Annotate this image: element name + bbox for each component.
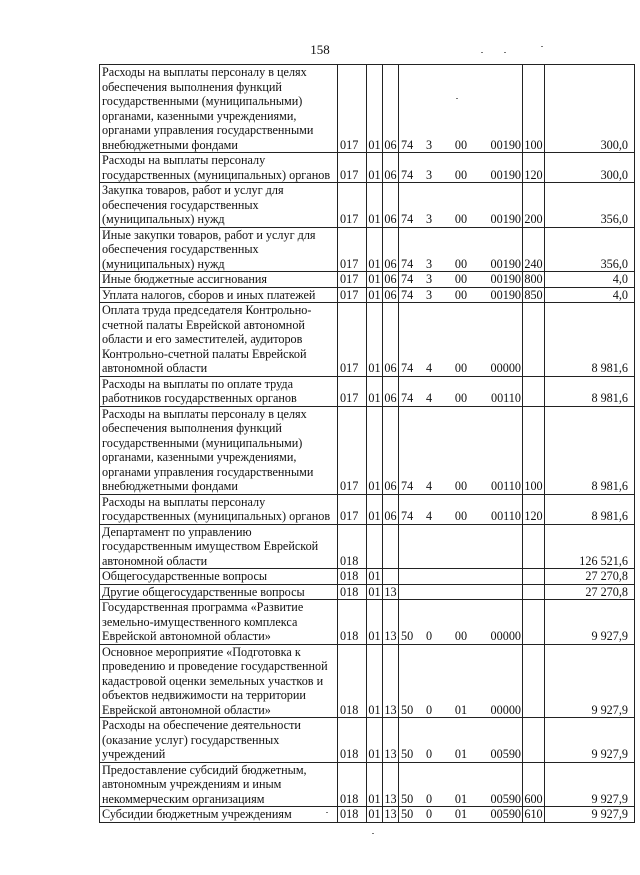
row-rz-code: 01 <box>367 406 383 494</box>
cs-part-cs1: 74 <box>401 479 414 493</box>
cs-part-cs3: 01 <box>454 807 468 821</box>
cs-part-cs2: 3 <box>425 212 433 226</box>
row-rz-code: 01 <box>367 183 383 228</box>
row-cs-code <box>399 65 523 153</box>
row-cs-code <box>399 807 523 823</box>
row-cs-code <box>399 718 523 763</box>
cs-part-cs1: 50 <box>401 702 414 717</box>
row-vr-code <box>523 644 545 718</box>
cs-part-cs4: 00000 <box>490 361 521 375</box>
row-vr-code <box>523 600 545 645</box>
table-row <box>100 600 635 645</box>
row-cs-code <box>399 153 523 183</box>
row-pr-code: 13 <box>383 718 399 763</box>
cs-part-cs4: 00190 <box>490 272 521 286</box>
row-vr-code: 800 <box>524 272 543 286</box>
row-pr-code: 06 <box>383 65 399 153</box>
cs-part-cs2: 0 <box>425 702 433 717</box>
row-pr-code: 13 <box>383 762 399 807</box>
row-vr-code: 120 <box>523 494 545 524</box>
row-vr-code: 120 <box>523 153 545 183</box>
cs-part-cs3: 00 <box>454 509 468 523</box>
row-pr-code: 06 <box>384 287 397 302</box>
cs-part-cs2: 3 <box>425 287 433 302</box>
row-vr-code: 100 <box>523 65 545 153</box>
row-sum: 8 981,6 <box>545 303 635 377</box>
cs-part-cs3: 00 <box>454 287 468 302</box>
cs-part-cs1: 74 <box>401 212 414 226</box>
row-pr-code <box>383 524 399 569</box>
cs-part-cs4: 00590 <box>490 747 521 761</box>
row-pr-code: 13 <box>384 807 397 821</box>
row-vr-code <box>523 718 545 763</box>
row-rz-code: 01 <box>367 153 383 183</box>
row-gr-code: 018 <box>338 524 367 569</box>
row-rz-code: 01 <box>368 584 381 599</box>
cs-part-cs3: 00 <box>454 479 468 493</box>
cs-part-cs3: 00 <box>454 272 468 286</box>
cs-part-cs2: 3 <box>425 256 433 271</box>
cs-part-cs3: 00 <box>454 391 468 405</box>
row-cs-code <box>399 227 523 272</box>
row-rz-code: 01 <box>367 600 383 645</box>
row-cs-code <box>399 524 523 569</box>
cs-part-cs2: 3 <box>425 272 433 286</box>
row-vr-code: 600 <box>523 762 545 807</box>
cs-part-cs4: 00590 <box>490 807 521 821</box>
row-sum: 356,0 <box>545 183 635 228</box>
cs-part-cs4: 00110 <box>490 479 521 493</box>
row-name: Уплата налогов, сборов и иных платежей <box>100 287 338 303</box>
row-cs-code <box>399 494 523 524</box>
cs-part-cs3: 00 <box>454 137 468 152</box>
cs-part-cs3: 01 <box>454 702 468 717</box>
row-gr-code: 017 <box>338 376 367 406</box>
cs-part-cs4: 00110 <box>490 391 521 405</box>
table-row <box>100 376 635 406</box>
cs-part-cs3: 00 <box>454 167 468 182</box>
row-sum: 9 927,9 <box>545 600 635 645</box>
cs-part-cs3: 00 <box>454 629 468 643</box>
row-rz-code: 01 <box>367 65 383 153</box>
cs-part-cs1: 74 <box>401 391 414 405</box>
row-sum: 9 927,9 <box>545 807 635 823</box>
table-row <box>100 494 635 524</box>
row-rz-code: 01 <box>367 494 383 524</box>
row-gr-code: 017 <box>338 153 367 183</box>
table-row <box>100 584 635 600</box>
row-gr-code: 017 <box>338 272 367 288</box>
row-gr-code: 017 <box>338 287 367 303</box>
row-name: Государственная программа «Развитие земельно-имущественного комплекса Еврейской автономной области» <box>100 600 338 645</box>
row-gr-code: 018 <box>338 644 367 718</box>
row-pr-code: 06 <box>383 303 399 377</box>
row-sum: 9 927,9 <box>545 718 635 763</box>
cs-part-cs1: 74 <box>401 137 414 152</box>
row-gr-code: 018 <box>338 600 367 645</box>
row-pr-code <box>383 569 399 585</box>
row-gr-code: 018 <box>338 718 367 763</box>
table-row <box>100 272 635 288</box>
cs-part-cs2: 4 <box>425 479 433 493</box>
cs-part-cs3: 00 <box>454 212 468 226</box>
row-rz-code: 01 <box>368 807 381 821</box>
row-rz-code: 01 <box>368 272 381 286</box>
row-cs-code <box>399 303 523 377</box>
row-name: Департамент по управлению государственным имуществом Еврейской автономной области <box>100 524 338 569</box>
cs-part-cs4: 00190 <box>490 212 521 226</box>
row-vr-code: 200 <box>523 183 545 228</box>
row-gr-code: 017 <box>338 227 367 272</box>
row-pr-code: 06 <box>383 183 399 228</box>
row-cs-code <box>399 584 523 600</box>
cs-part-cs2: 0 <box>425 629 433 643</box>
row-name: Субсидии бюджетным учреждениям <box>100 807 338 823</box>
cs-part-cs4: 00190 <box>490 287 521 302</box>
cs-part-cs1: 74 <box>401 167 414 182</box>
row-sum: 27 270,8 <box>545 584 635 600</box>
cs-part-cs2: 4 <box>425 509 433 523</box>
row-gr-code: 017 <box>338 303 367 377</box>
row-vr-code <box>523 303 545 377</box>
cs-part-cs4: 00000 <box>490 702 521 717</box>
row-name: Расходы на выплаты персоналу в целях обеспечения выполнения функций государственными (муниципальными) органами, казенными учреждениями, органами управления государственными внебюджетными фондами <box>100 65 338 153</box>
cs-part-cs4: 00000 <box>490 629 521 643</box>
cs-part-cs1: 50 <box>401 747 414 761</box>
table-row <box>100 807 635 823</box>
table-row <box>100 569 635 585</box>
cs-part-cs1: 74 <box>401 272 414 286</box>
table-row <box>100 287 635 303</box>
row-pr-code: 06 <box>383 406 399 494</box>
cs-part-cs3: 01 <box>454 791 468 806</box>
scan-speck <box>541 46 543 47</box>
row-name: Предоставление субсидий бюджетным, автономным учреждениям и иным некоммерческим организациям <box>100 762 338 807</box>
row-rz-code <box>367 524 383 569</box>
cs-part-cs2: 0 <box>425 807 433 821</box>
row-cs-code <box>399 569 523 585</box>
table-row <box>100 183 635 228</box>
cs-part-cs3: 01 <box>454 747 468 761</box>
row-rz-code: 01 <box>367 718 383 763</box>
row-name: Расходы на выплаты персоналу государственных (муниципальных) органов <box>100 153 338 183</box>
cs-part-cs4: 00190 <box>490 256 521 271</box>
row-name: Другие общегосударственные вопросы <box>100 584 338 600</box>
row-sum: 4,0 <box>545 272 635 288</box>
cs-part-cs2: 4 <box>425 361 433 375</box>
row-rz-code: 01 <box>367 303 383 377</box>
row-pr-code: 13 <box>383 644 399 718</box>
row-rz-code: 01 <box>367 762 383 807</box>
row-gr-code: 018 <box>338 584 367 600</box>
row-cs-code <box>399 183 523 228</box>
row-sum: 8 981,6 <box>545 376 635 406</box>
row-cs-code <box>399 600 523 645</box>
budget-table <box>99 64 635 823</box>
row-cs-code <box>399 644 523 718</box>
scan-speck <box>372 833 374 834</box>
page-number: 158 <box>310 42 330 57</box>
row-gr-code: 018 <box>338 807 367 823</box>
table-row <box>100 644 635 718</box>
row-sum: 8 981,6 <box>545 406 635 494</box>
table-row <box>100 718 635 763</box>
table-row <box>100 524 635 569</box>
cs-part-cs2: 3 <box>425 137 433 152</box>
cs-part-cs2: 3 <box>425 167 433 182</box>
table-row <box>100 65 635 153</box>
table-row <box>100 406 635 494</box>
row-sum: 9 927,9 <box>545 644 635 718</box>
row-pr-code: 06 <box>383 494 399 524</box>
cs-part-cs1: 74 <box>401 287 414 302</box>
row-rz-code: 01 <box>367 376 383 406</box>
row-vr-code <box>523 569 545 585</box>
row-sum: 4,0 <box>545 287 635 303</box>
row-name: Иные закупки товаров, работ и услуг для обеспечения государственных (муниципальных) нужд <box>100 227 338 272</box>
row-rz-code: 01 <box>367 644 383 718</box>
row-vr-code <box>523 376 545 406</box>
cs-part-cs1: 50 <box>401 629 414 643</box>
row-name: Расходы на обеспечение деятельности (оказание услуг) государственных учреждений <box>100 718 338 763</box>
row-vr-code: 240 <box>523 227 545 272</box>
row-sum: 126 521,6 <box>545 524 635 569</box>
row-sum: 8 981,6 <box>545 494 635 524</box>
row-vr-code <box>523 584 545 600</box>
scan-speck <box>504 52 506 53</box>
row-name: Расходы на выплаты по оплате труда работников государственных органов <box>100 376 338 406</box>
cs-part-cs1: 74 <box>401 509 414 523</box>
row-pr-code: 13 <box>383 600 399 645</box>
row-gr-code: 018 <box>338 569 367 585</box>
row-gr-code: 017 <box>338 406 367 494</box>
cs-part-cs4: 00190 <box>490 137 521 152</box>
row-name: Расходы на выплаты персоналу в целях обеспечения выполнения функций государственными (муниципальными) органами, казенными учреждениями, органами управления государственными внебюджетными фондами <box>100 406 338 494</box>
row-rz-code: 01 <box>367 227 383 272</box>
row-cs-code <box>399 762 523 807</box>
row-rz-code: 01 <box>368 287 381 302</box>
row-name: Общегосударственные вопросы <box>100 569 338 585</box>
row-name: Основное мероприятие «Подготовка к проведению и проведение государственной кадастровой оценки земельных участков и объектов недвижимости на территории Еврейской автономной области» <box>100 644 338 718</box>
row-name: Оплата труда председателя Контрольно-счетной палаты Еврейской автономной области и его заместителей, аудиторов Контрольно-счетной палаты Еврейской автономной области <box>100 303 338 377</box>
row-gr-code: 017 <box>338 65 367 153</box>
row-vr-code <box>523 524 545 569</box>
row-pr-code: 06 <box>383 376 399 406</box>
row-sum: 27 270,8 <box>545 569 635 585</box>
row-vr-code: 100 <box>523 406 545 494</box>
table-row <box>100 303 635 377</box>
cs-part-cs3: 00 <box>454 361 468 375</box>
row-name: Иные бюджетные ассигнования <box>100 272 338 288</box>
row-gr-code: 017 <box>338 494 367 524</box>
table-row <box>100 227 635 272</box>
cs-part-cs2: 4 <box>425 391 433 405</box>
row-rz-code: 01 <box>368 569 381 583</box>
row-sum: 300,0 <box>545 65 635 153</box>
cs-part-cs3: 00 <box>454 256 468 271</box>
row-pr-code: 06 <box>383 227 399 272</box>
row-sum: 356,0 <box>545 227 635 272</box>
row-cs-code <box>399 287 523 303</box>
row-vr-code: 850 <box>524 287 543 302</box>
row-gr-code: 017 <box>338 183 367 228</box>
cs-part-cs2: 0 <box>425 747 433 761</box>
scan-speck <box>481 52 483 53</box>
cs-part-cs1: 74 <box>401 256 414 271</box>
table-row <box>100 153 635 183</box>
cs-part-cs4: 00190 <box>490 167 521 182</box>
row-cs-code <box>399 272 523 288</box>
row-pr-code: 13 <box>384 584 397 599</box>
row-name: Расходы на выплаты персоналу государственных (муниципальных) органов <box>100 494 338 524</box>
cs-part-cs4: 00110 <box>490 509 521 523</box>
cs-part-cs4: 00590 <box>490 791 521 806</box>
row-cs-code <box>399 376 523 406</box>
row-sum: 300,0 <box>545 153 635 183</box>
row-pr-code: 06 <box>383 153 399 183</box>
cs-part-cs2: 0 <box>425 791 433 806</box>
cs-part-cs1: 74 <box>401 361 414 375</box>
table-row <box>100 762 635 807</box>
row-pr-code: 06 <box>384 272 397 286</box>
row-vr-code: 610 <box>524 807 543 821</box>
cs-part-cs1: 50 <box>401 791 414 806</box>
cs-part-cs1: 50 <box>401 807 414 821</box>
row-name: Закупка товаров, работ и услуг для обеспечения государственных (муниципальных) нужд <box>100 183 338 228</box>
row-gr-code: 018 <box>338 762 367 807</box>
row-sum: 9 927,9 <box>545 762 635 807</box>
row-cs-code <box>399 406 523 494</box>
